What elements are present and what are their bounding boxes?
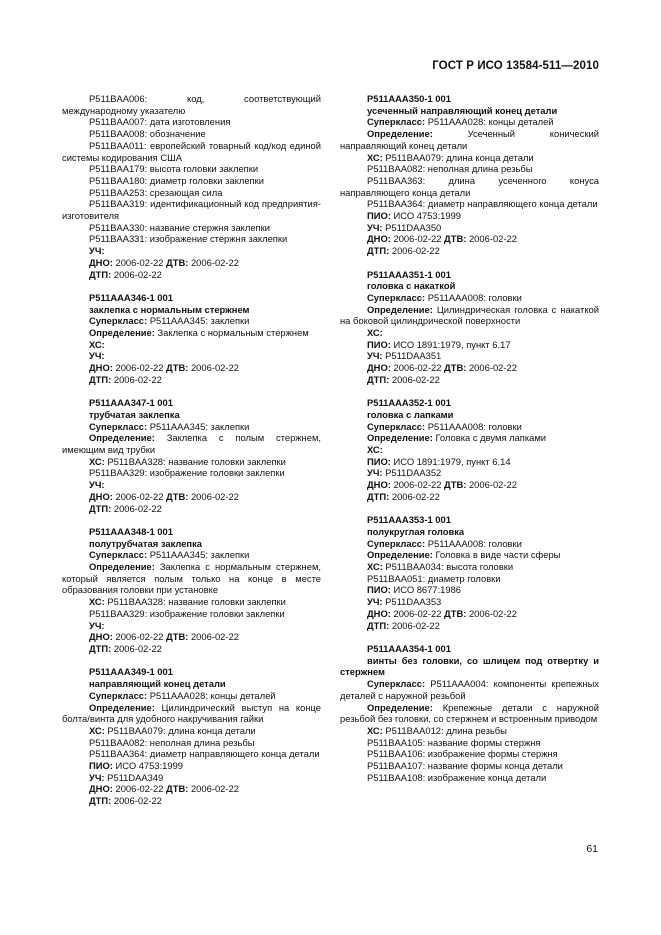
definition-label: Определение: [89,327,155,339]
pio-value: ИСО 4753:1999 [112,760,184,772]
uch-label: УЧ: [89,479,105,491]
entry-id: P511AAA347-1 001 [89,397,173,409]
superclass-line [340,292,599,304]
document-header: ГОСТ Р ИСО 13584-511—2010 [432,60,599,72]
entry-id: P511AAA353-1 001 [367,514,451,526]
entry-title: полукруглая головка [367,525,465,537]
xc-line [62,596,321,608]
dno-label: ДНО: [89,490,113,502]
right-column [340,93,599,783]
entry-id: P511AAA350-1 001 [367,93,451,104]
superclass-value: P511AAA008: головки [425,291,522,303]
uch-line [62,479,321,491]
definition-value: Заклепка с нормальным стержнем, который является полым только на конце в месте образования головки при установке [62,561,321,596]
superclass-line [62,315,321,327]
entry-title: усеченный направляющий конец детали [367,104,558,116]
uch-label: УЧ: [367,350,383,362]
dtp-value: 2006-02-22 [111,502,162,514]
dtp-label: ДТП: [367,490,390,502]
xc-label: ХС: [367,151,383,163]
dno-value: 2006-02-22 [390,362,445,374]
definition-label: Определение: [367,128,433,140]
entry-id: P511AAA348-1 001 [89,525,173,537]
superclass-value: P511AAA345: заклепки [147,549,250,561]
pio-line [340,210,599,222]
dtv-value: 2006-02-22 [188,631,239,643]
superclass-value: P511AAA345: заклепки [147,420,250,432]
definition-value: Заклепка с полым стержнем, имеющим вид трубки [62,432,321,456]
dtv-label: ДТВ: [444,607,467,619]
dtp-line [340,620,599,632]
pio-label: ПИО: [367,210,391,222]
superclass-value: P511AAA345: заклепки [147,315,250,327]
superclass-label: Суперкласс: [367,678,426,690]
superclass-line [62,549,321,561]
intro-line: P511BAA008: обозначение [89,128,206,140]
xc-label: ХС: [367,444,383,456]
superclass-label: Суперкласс: [367,291,426,303]
dno-value: 2006-02-22 [390,233,445,245]
intro-line: P511BAA331: изображение стержня заклепки [89,233,288,245]
dno-label: ДНО: [367,362,391,374]
superclass-line [340,421,599,433]
dtv-label: ДТВ: [166,783,189,795]
pio-value: ИСО 4753:1999 [390,210,462,222]
definition-line [62,432,321,455]
superclass-label: Суперкласс: [367,420,426,432]
entry-title: винты без головки, со шлицем под отвертку и стержнем [340,654,599,678]
dtp-line [62,269,321,281]
dtv-label: ДТВ: [166,362,189,374]
dtv-label: ДТВ: [444,233,467,245]
dno-label: ДНО: [367,233,391,245]
dtp-label: ДТП: [89,502,112,514]
dno-value: 2006-02-22 [390,479,445,491]
pio-line [340,339,599,351]
xc-extra-line: P511BAA105: название формы стержня [367,736,541,748]
dno-value: 2006-02-22 [112,631,167,643]
dno-value: 2006-02-22 [112,783,167,795]
uch-label: УЧ: [367,596,383,608]
definition-value: Головка с двумя лапками [432,432,547,444]
uch-value: P511DAA350 [382,221,442,233]
definition-line [62,702,321,725]
dtp-line [340,374,599,386]
entry-title: заклепка с нормальным стержнем [89,303,250,315]
definition-line [62,327,321,339]
uch-line [62,350,321,362]
dtp-value: 2006-02-22 [111,268,162,280]
xc-extra-line: P511BAA363: длина усеченного конуса направляющего конца детали [340,174,599,198]
intro-line: P511BAA007: дата изготовления [89,116,231,128]
dtp-value: 2006-02-22 [111,373,162,385]
intro-line: P511BAA180: диаметр головки заклепки [89,174,264,186]
xc-label: ХС: [89,596,105,608]
uch-value: P511DAA351 [382,350,442,362]
entry-349 [62,666,321,806]
dno-value: 2006-02-22 [390,607,445,619]
dno-line [340,479,599,491]
xc-extra-line: P511BAA106: изображение формы стержня [367,748,558,760]
uch-value: P511DAA352 [382,467,442,479]
xc-value: P511BAA079: длина конца детали [382,151,534,163]
superclass-label: Суперкласс: [89,420,148,432]
xc-value: P511BAA034: высота головки [382,561,514,573]
left-column [62,93,321,807]
dtv-value: 2006-02-22 [466,479,517,491]
entry-347 [62,397,321,514]
xc-line [62,339,321,351]
uch-value: P511DAA353 [382,596,442,608]
dtp-label: ДТП: [367,373,390,385]
definition-label: Определение: [367,303,433,315]
dtp-label: ДТП: [89,795,112,807]
dtv-label: ДТВ: [444,362,467,374]
xc-extra-line: P511BAA364: диаметр направляющего конца детали [89,748,320,760]
entry-title: полутрубчатая заклепка [89,537,202,549]
entry-348 [62,526,321,655]
dno-label: ДНО: [367,607,391,619]
dtp-line [62,503,321,515]
pio-line [340,456,599,468]
xc-extra-line: P511BAA329: изображение головки заклепки [89,467,285,479]
definition-value: Усеченный конический направляющий конец детали [340,128,599,151]
dtv-value: 2006-02-22 [188,362,239,374]
dno-line [62,631,321,643]
xc-line [62,725,321,737]
superclass-value: P511AAA004: компоненты крепежных деталей с наружной резьбой [340,678,599,701]
entry-title: направляющий конец детали [89,678,226,690]
xc-line [340,561,599,573]
xc-value: P511BAA328: название головки заклепки [104,455,286,467]
entry-350 [340,93,599,257]
dtp-label: ДТП: [367,245,390,257]
entry-353 [340,514,599,631]
intro-line: P511BAA011: европейский товарный код/код единой системы кодирования США [62,139,321,163]
dtp-value: 2006-02-22 [389,373,440,385]
entry-351 [340,269,599,386]
xc-extra-line: P511BAA082: неполная длина резьбы [89,736,255,748]
definition-line [340,702,599,725]
dno-label: ДНО: [367,479,391,491]
xc-extra-line: P511BAA082: неполная длина резьбы [367,163,533,175]
entry-id: P511AAA351-1 001 [367,268,451,280]
definition-value: Головка в виде части сферы [432,549,561,561]
dtp-value: 2006-02-22 [111,643,162,654]
dtv-label: ДТВ: [444,479,467,491]
superclass-label: Суперкласс: [89,315,148,327]
xc-line [62,456,321,468]
superclass-line [62,421,321,433]
intro-line: P511BAA179: высота головки заклепки [89,163,259,175]
entry-352 [340,397,599,502]
superclass-label: Суперкласс: [367,537,426,549]
definition-value: Заклепка с нормальным стержнем [154,327,309,339]
uch-line [340,596,599,608]
uch-label: УЧ: [89,245,105,257]
dtv-label: ДТВ: [166,631,189,643]
definition-value: Цилиндрический выступ на конце болта/винта для удобного накручивания гайки [62,701,321,725]
definition-value: Цилиндрическая головка с накаткой на боковой цилиндрической поверхности [340,303,599,327]
xc-value: P511BAA012: длина резьбы [382,724,507,736]
definition-label: Определение: [367,701,433,713]
uch-label: УЧ: [89,771,105,783]
intro-line: P511BAA330: название стержня заклепки [89,221,270,233]
superclass-label: Суперкласс: [367,116,426,128]
pio-label: ПИО: [367,455,391,467]
entry-title: трубчатая заклепка [89,408,180,420]
dtp-label: ДТП: [89,373,112,385]
dtv-value: 2006-02-22 [188,490,239,502]
pio-value: ИСО 8677:1986 [390,584,462,596]
dtp-value: 2006-02-22 [389,619,440,631]
entry-346 [62,292,321,386]
definition-label: Определение: [89,561,155,573]
dtv-value: 2006-02-22 [188,783,239,795]
superclass-value: P511AAA028: концы деталей [425,116,554,128]
definition-label: Определение: [89,701,155,713]
dno-value: 2006-02-22 [112,490,167,502]
xc-extra-line: P511BAA329: изображение головки заклепки [89,607,285,619]
uch-label: УЧ: [367,467,383,479]
intro-line: P511BAA319: идентификационный код предприятия-изготовителя [62,198,321,222]
entry-id: P511AAA346-1 001 [89,291,173,303]
intro-line: P511BAA006: код, соответствующий международному указателю [62,93,321,116]
xc-line [340,444,599,456]
pio-label: ПИО: [367,584,391,596]
xc-line [340,152,599,164]
xc-label: ХС: [367,327,383,339]
definition-label: Определение: [89,432,155,444]
definition-label: Определение: [367,549,433,561]
page-number: 61 [586,843,598,855]
dno-label: ДНО: [89,631,113,643]
dtv-value: 2006-02-22 [466,233,517,245]
pio-line [340,584,599,596]
xc-value: P511BAA079: длина конца детали [104,724,256,736]
dno-line [340,233,599,245]
pio-label: ПИО: [89,760,113,772]
dtp-line [62,374,321,386]
xc-label: ХС: [89,724,105,736]
dno-line [62,491,321,503]
superclass-line [340,116,599,128]
xc-extra-line: P511BAA107: название формы конца детали [367,760,563,772]
uch-line [340,467,599,479]
xc-label: ХС: [367,724,383,736]
xc-value: P511BAA328: название головки заклепки [104,596,286,608]
dtp-value: 2006-02-22 [389,245,440,257]
uch-label: УЧ: [367,221,383,233]
entry-title: головка с лапками [367,408,454,420]
superclass-value: P511AAA028: концы деталей [147,689,276,701]
dtp-label: ДТП: [89,643,112,654]
xc-extra-line: P511BAA051: диаметр головки [367,572,501,584]
uch-label: УЧ: [89,350,105,362]
dtp-line [62,643,321,655]
dno-value: 2006-02-22 [112,256,167,268]
dtp-line [340,245,599,257]
dtv-label: ДТВ: [166,490,189,502]
dno-line [62,257,321,269]
uch-line [340,222,599,234]
pio-label: ПИО: [367,338,391,350]
uch-line [62,772,321,784]
pio-value: ИСО 1891:1979, пункт 6.17 [390,338,511,350]
superclass-label: Суперкласс: [89,689,148,701]
xc-label: ХС: [367,561,383,573]
intro-line: P511BAA253: срезающая сила [89,186,223,198]
definition-line [340,304,599,327]
dtp-line [340,491,599,503]
dno-line [340,608,599,620]
dno-label: ДНО: [89,783,113,795]
uch-line [340,350,599,362]
xc-line [340,327,599,339]
uch-label: УЧ: [89,619,105,631]
dno-line [340,362,599,374]
entry-id: P511AAA349-1 001 [89,666,173,678]
dtv-label: ДТВ: [166,256,189,268]
definition-value: Крепежные детали с наружной резьбой без головки, со стержнем и встроенным приводом [340,701,599,725]
entry-354 [340,643,599,783]
pio-line [62,760,321,772]
superclass-value: P511AAA008: головки [425,537,522,549]
superclass-line [340,538,599,550]
uch-line [62,620,321,632]
entry-id: P511AAA352-1 001 [367,397,451,409]
xc-extra-line: P511BAA108: изображение конца детали [367,771,547,783]
definition-line [62,561,321,596]
dtv-value: 2006-02-22 [466,607,517,619]
superclass-label: Суперкласс: [89,549,148,561]
superclass-value: P511AAA008: головки [425,420,522,432]
dtp-value: 2006-02-22 [111,795,162,807]
definition-label: Определение: [367,432,433,444]
dno-line [62,783,321,795]
xc-extra-line: P511BAA364: диаметр направляющего конца детали [367,198,598,210]
dtp-value: 2006-02-22 [389,490,440,502]
superclass-line [340,678,599,701]
definition-line [340,432,599,444]
definition-line [340,549,599,561]
dtv-value: 2006-02-22 [466,362,517,374]
dtp-line [62,795,321,807]
entry-id: P511AAA354-1 001 [367,642,451,654]
entry-title: головка с накаткой [367,280,456,292]
dno-value: 2006-02-22 [112,362,167,374]
dtp-label: ДТП: [367,619,390,631]
xc-label: ХС: [89,338,105,350]
dno-line [62,362,321,374]
dno-label: ДНО: [89,256,113,268]
dno-label: ДНО: [89,362,113,374]
pio-value: ИСО 1891:1979, пункт 6.14 [390,455,511,467]
xc-line [340,725,599,737]
superclass-line [62,690,321,702]
dtv-value: 2006-02-22 [188,256,239,268]
uch-value: P511DAA349 [104,771,164,783]
uch-line [62,245,321,257]
definition-line [340,128,599,151]
dtp-label: ДТП: [89,268,112,280]
xc-label: ХС: [89,455,105,467]
